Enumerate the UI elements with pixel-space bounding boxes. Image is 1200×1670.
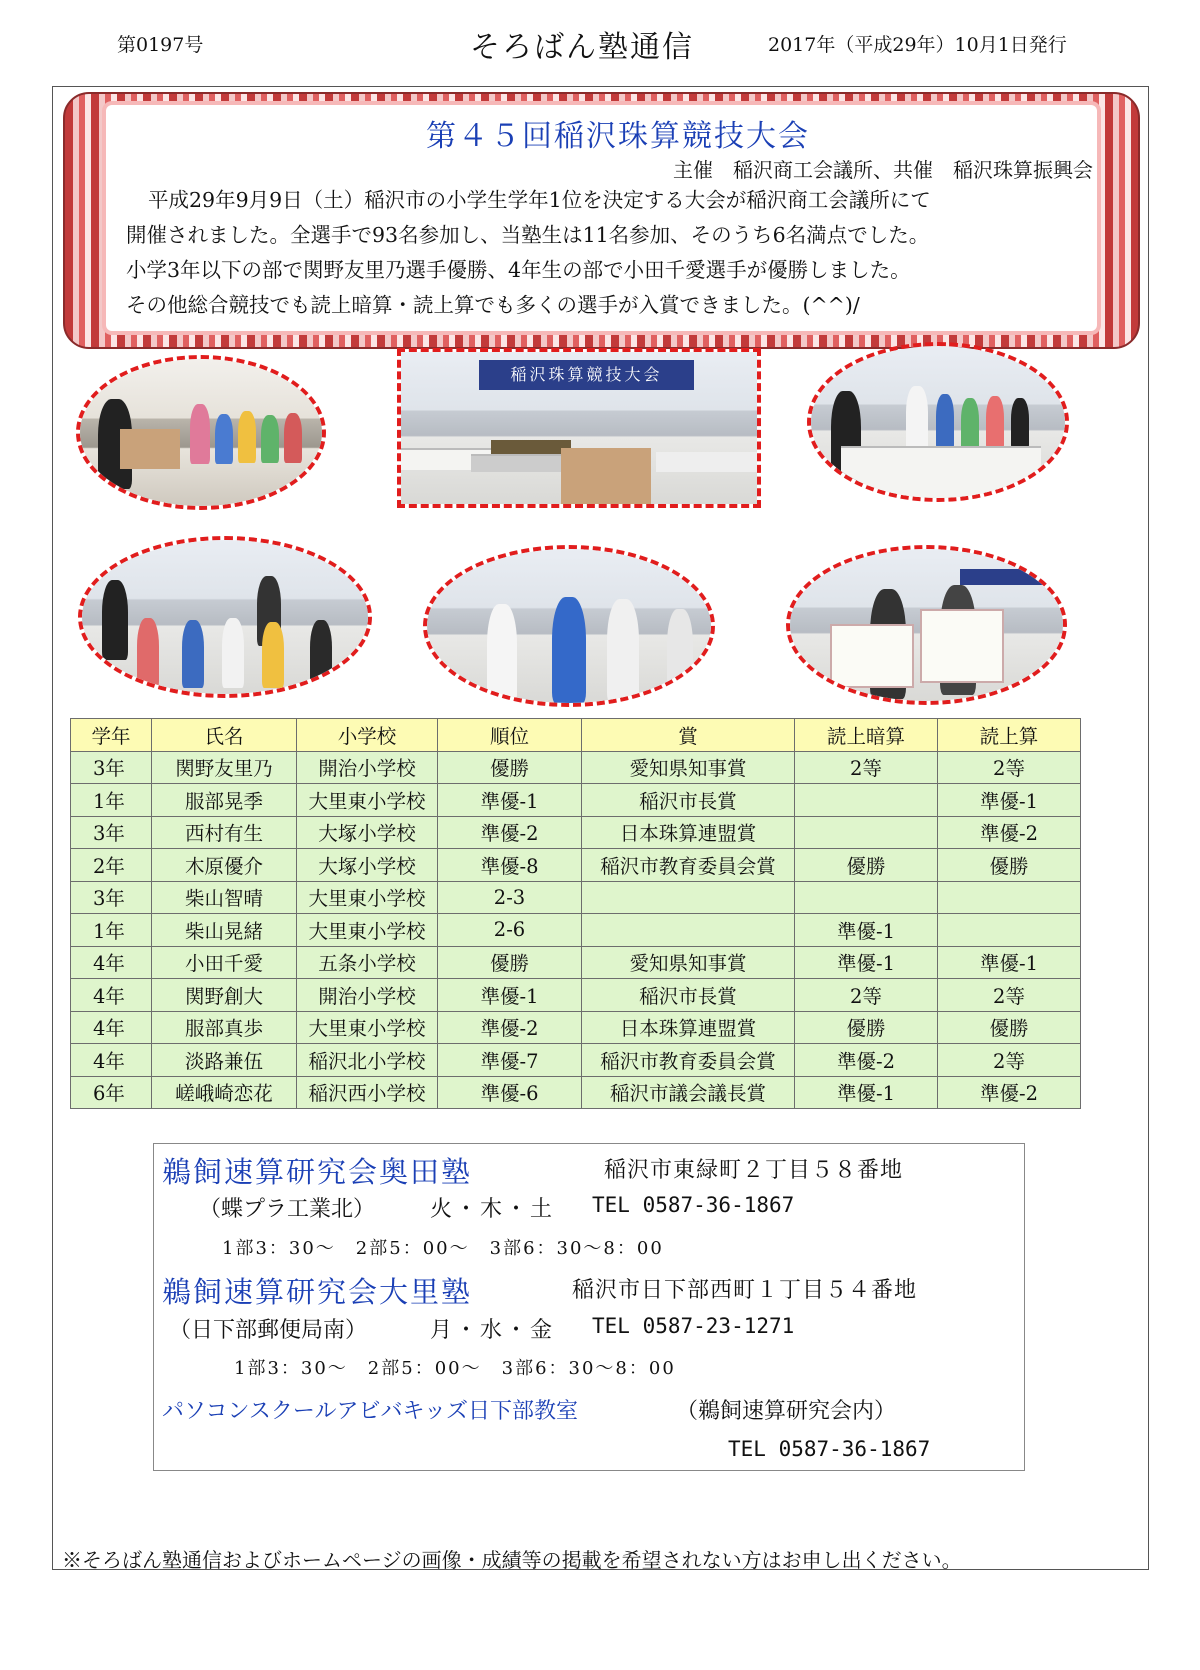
award-cell xyxy=(582,881,795,914)
okuda-days: 火・木・土 xyxy=(430,1197,556,1222)
grade-cell: 3年 xyxy=(71,751,152,784)
award-cell xyxy=(582,914,795,947)
column-header: 読上算 xyxy=(938,719,1081,752)
mental-calc-cell xyxy=(795,816,938,849)
dictation-calc-cell xyxy=(938,881,1081,914)
rank-cell: 優勝 xyxy=(438,946,582,979)
award-cell: 愛知県知事賞 xyxy=(582,751,795,784)
osato-class-times: 1部3：30～ 2部5：00～ 3部6：30～8：00 xyxy=(234,1358,676,1379)
okuda-phone: TEL 0587-36-1867 xyxy=(592,1193,795,1217)
name-cell: 服部真歩 xyxy=(152,1011,297,1044)
newsletter-title: そろばん塾通信 xyxy=(470,30,694,65)
okuda-class-times: 1部3：30～ 2部5：00～ 3部6：30～8：00 xyxy=(222,1238,664,1259)
osato-phone: TEL 0587-23-1271 xyxy=(592,1314,795,1338)
mental-calc-cell: 準優-1 xyxy=(795,946,938,979)
photo-awards-podium xyxy=(76,355,326,510)
dictation-calc-cell xyxy=(938,914,1081,947)
mental-calc-cell: 準優-2 xyxy=(795,1044,938,1077)
event-organizer: 主催 稲沢商工会議所、共催 稲沢珠算振興会 xyxy=(673,158,1093,182)
school-cell: 大塚小学校 xyxy=(297,849,438,882)
school-cell: 大里東小学校 xyxy=(297,881,438,914)
grade-cell: 4年 xyxy=(71,1011,152,1044)
dictation-calc-cell: 準優-1 xyxy=(938,784,1081,817)
table-row xyxy=(71,979,1081,1012)
table-row xyxy=(71,1011,1081,1044)
dictation-calc-cell: 2等 xyxy=(938,979,1081,1012)
school-cell: 五条小学校 xyxy=(297,946,438,979)
table-row xyxy=(71,784,1081,817)
column-header: 学年 xyxy=(71,719,152,752)
name-cell: 関野創大 xyxy=(152,979,297,1012)
rank-cell: 2-6 xyxy=(438,914,582,947)
table-row xyxy=(71,881,1081,914)
mental-calc-cell: 優勝 xyxy=(795,1011,938,1044)
publish-date: 2017年（平成29年）10月1日発行 xyxy=(768,34,1067,56)
name-cell: 嵯峨崎恋花 xyxy=(152,1076,297,1109)
dictation-calc-cell: 2等 xyxy=(938,1044,1081,1077)
table-row xyxy=(71,849,1081,882)
name-cell: 服部晃季 xyxy=(152,784,297,817)
table-row xyxy=(71,914,1081,947)
event-announcement-content xyxy=(106,105,1097,331)
table-row xyxy=(71,946,1081,979)
column-header: 小学校 xyxy=(297,719,438,752)
footer-notice: ※そろばん塾通信およびホームページの画像・成績等の掲載を希望されない方はお申し出ください。 xyxy=(62,1548,962,1572)
grade-cell: 6年 xyxy=(71,1076,152,1109)
grade-cell: 4年 xyxy=(71,946,152,979)
school-cell: 稲沢北小学校 xyxy=(297,1044,438,1077)
grade-cell: 1年 xyxy=(71,914,152,947)
photo-certificates xyxy=(786,545,1067,705)
award-cell: 稲沢市教育委員会賞 xyxy=(582,1044,795,1077)
school-cell: 開治小学校 xyxy=(297,751,438,784)
award-cell: 日本珠算連盟賞 xyxy=(582,816,795,849)
school-cell: 開治小学校 xyxy=(297,979,438,1012)
rank-cell: 準優-2 xyxy=(438,816,582,849)
pc-school-name: パソコンスクールアビバキッズ日下部教室 xyxy=(162,1399,579,1424)
school-cell: 大里東小学校 xyxy=(297,1011,438,1044)
rank-cell: 準優-7 xyxy=(438,1044,582,1077)
rank-cell: 準優-8 xyxy=(438,849,582,882)
name-cell: 柴山晃緒 xyxy=(152,914,297,947)
rank-cell: 準優-2 xyxy=(438,1011,582,1044)
photo-champions xyxy=(423,545,715,707)
photo-venue-hall xyxy=(397,348,761,508)
grade-cell: 2年 xyxy=(71,849,152,882)
column-header: 読上暗算 xyxy=(795,719,938,752)
dictation-calc-cell: 優勝 xyxy=(938,849,1081,882)
mental-calc-cell: 準優-1 xyxy=(795,914,938,947)
table-row xyxy=(71,1076,1081,1109)
name-cell: 関野友里乃 xyxy=(152,751,297,784)
table-row xyxy=(71,751,1081,784)
okuda-address: 稲沢市東緑町２丁目５８番地 xyxy=(604,1158,904,1183)
event-paragraph-line: 小学3年以下の部で関野友里乃選手優勝、4年生の部で小田千愛選手が優勝しました。 xyxy=(126,258,911,282)
mental-calc-cell: 2等 xyxy=(795,751,938,784)
mental-calc-cell: 準優-1 xyxy=(795,1076,938,1109)
pc-school-phone: TEL 0587-36-1867 xyxy=(728,1437,931,1461)
school-cell: 稲沢西小学校 xyxy=(297,1076,438,1109)
school-cell: 大里東小学校 xyxy=(297,784,438,817)
award-cell: 日本珠算連盟賞 xyxy=(582,1011,795,1044)
event-paragraph-line: 開催されました。全選手で93名参加し、当塾生は11名参加、そのうち6名満点でした。 xyxy=(126,223,930,247)
award-cell: 稲沢市議会議長賞 xyxy=(582,1076,795,1109)
award-cell: 愛知県知事賞 xyxy=(582,946,795,979)
okuda-landmark: （蝶プラ工業北） xyxy=(199,1197,376,1222)
grade-cell: 1年 xyxy=(71,784,152,817)
rank-cell: 優勝 xyxy=(438,751,582,784)
mental-calc-cell xyxy=(795,784,938,817)
name-cell: 淡路兼伍 xyxy=(152,1044,297,1077)
photo-award-ceremony xyxy=(807,342,1069,502)
issue-number: 第0197号 xyxy=(117,34,204,56)
newsletter-header xyxy=(0,22,1200,65)
dictation-calc-cell: 2等 xyxy=(938,751,1081,784)
event-description xyxy=(126,183,1086,323)
rank-cell: 準優-6 xyxy=(438,1076,582,1109)
school-cell: 大塚小学校 xyxy=(297,816,438,849)
dictation-calc-cell: 優勝 xyxy=(938,1011,1081,1044)
column-header: 順位 xyxy=(438,719,582,752)
school-cell: 大里東小学校 xyxy=(297,914,438,947)
results-table xyxy=(70,718,1081,1109)
photo-students-standing xyxy=(78,536,372,698)
dictation-calc-cell: 準優-1 xyxy=(938,946,1081,979)
name-cell: 小田千愛 xyxy=(152,946,297,979)
grade-cell: 4年 xyxy=(71,979,152,1012)
name-cell: 西村有生 xyxy=(152,816,297,849)
column-header: 賞 xyxy=(582,719,795,752)
grade-cell: 3年 xyxy=(71,816,152,849)
event-paragraph-line: 平成29年9月9日（土）稲沢市の小学生学年1位を決定する大会が稲沢商工会議所にて xyxy=(148,188,931,212)
rank-cell: 2-3 xyxy=(438,881,582,914)
pc-school-note: （鵜飼速算研究会内） xyxy=(676,1399,897,1424)
event-title: 第４５回稲沢珠算競技大会 xyxy=(426,119,810,154)
column-header: 氏名 xyxy=(152,719,297,752)
table-row xyxy=(71,1044,1081,1077)
grade-cell: 3年 xyxy=(71,881,152,914)
mental-calc-cell xyxy=(795,881,938,914)
okuda-school-name: 鵜飼速算研究会奥田塾 xyxy=(162,1155,473,1189)
mental-calc-cell: 優勝 xyxy=(795,849,938,882)
osato-landmark: （日下部郵便局南） xyxy=(169,1318,368,1343)
rank-cell: 準優-1 xyxy=(438,979,582,1012)
rank-cell: 準優-1 xyxy=(438,784,582,817)
award-cell: 稲沢市長賞 xyxy=(582,784,795,817)
venue-banner: 稲沢珠算競技大会 xyxy=(479,360,694,390)
osato-days: 月・水・金 xyxy=(430,1318,556,1343)
award-cell: 稲沢市長賞 xyxy=(582,979,795,1012)
award-cell: 稲沢市教育委員会賞 xyxy=(582,849,795,882)
dictation-calc-cell: 準優-2 xyxy=(938,816,1081,849)
dictation-calc-cell: 準優-2 xyxy=(938,1076,1081,1109)
name-cell: 木原優介 xyxy=(152,849,297,882)
event-announcement-box xyxy=(63,92,1140,349)
results-header-row xyxy=(71,719,1081,752)
table-row xyxy=(71,816,1081,849)
school-contact-box xyxy=(153,1143,1025,1471)
osato-school-name: 鵜飼速算研究会大里塾 xyxy=(162,1275,473,1309)
grade-cell: 4年 xyxy=(71,1044,152,1077)
mental-calc-cell: 2等 xyxy=(795,979,938,1012)
event-paragraph-line: その他総合競技でも読上暗算・読上算でも多くの選手が入賞できました。(^^)/ xyxy=(126,293,860,317)
name-cell: 柴山智晴 xyxy=(152,881,297,914)
osato-address: 稲沢市日下部西町１丁目５４番地 xyxy=(572,1278,918,1303)
